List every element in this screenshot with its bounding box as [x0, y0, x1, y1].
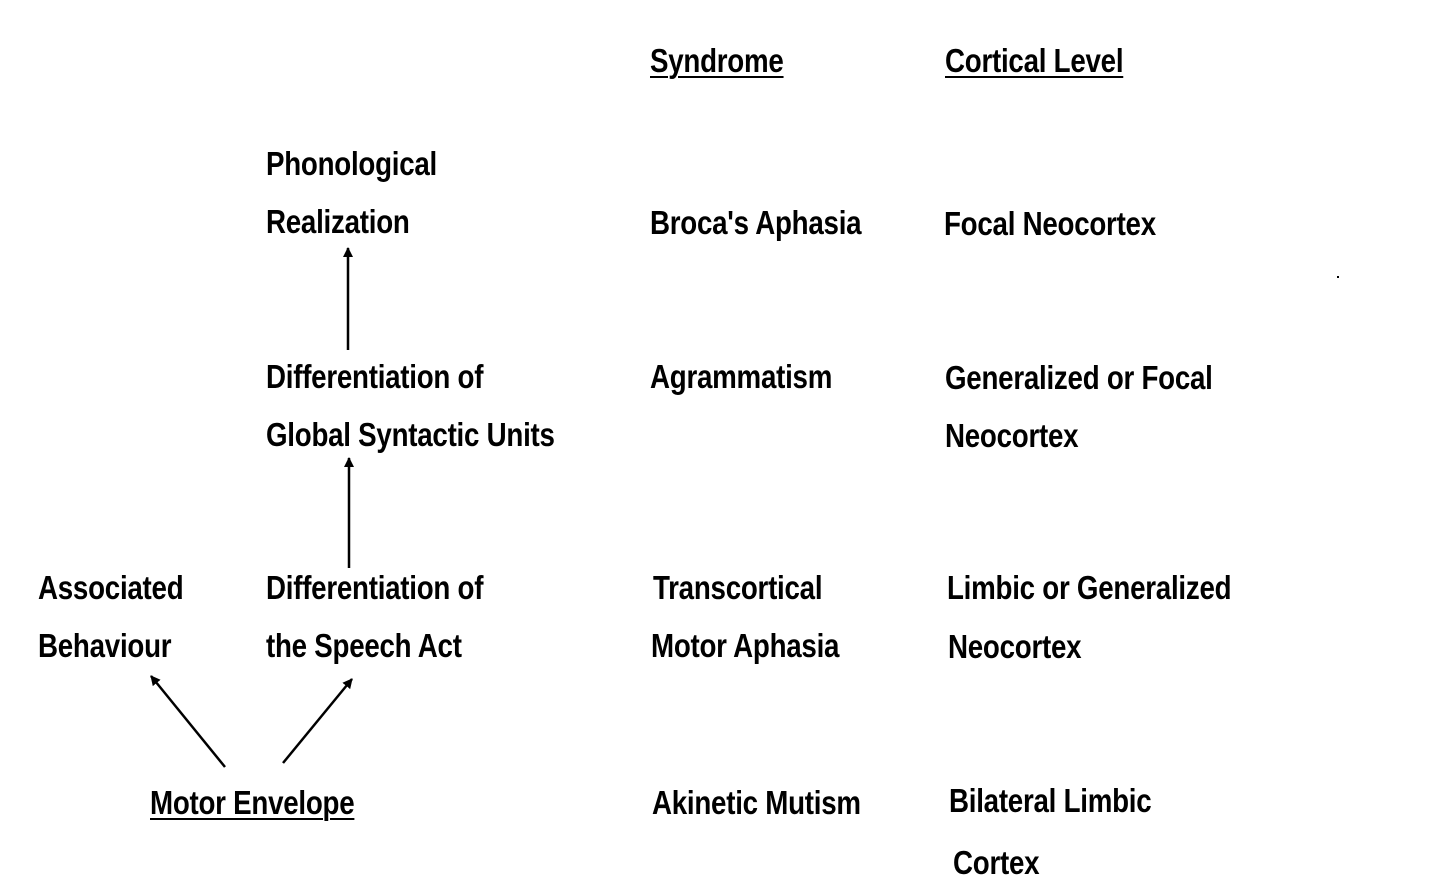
cortical-bilateral-line2: Cortex — [953, 844, 1040, 881]
cortical-limbic-line1: Limbic or Generalized — [947, 569, 1232, 606]
cortical-bilateral-line1: Bilateral Limbic — [949, 782, 1152, 819]
syndrome-transcortical-line2: Motor Aphasia — [651, 627, 840, 664]
stage-phonological-line2: Realization — [266, 203, 410, 240]
syndrome-akinetic: Akinetic Mutism — [652, 784, 861, 821]
motor-envelope: Motor Envelope — [150, 784, 355, 821]
cortical-level-header: Cortical Level — [945, 42, 1124, 79]
cortical-focal: Focal Neocortex — [944, 205, 1156, 242]
stage-global-syntactic-line1: Differentiation of — [266, 358, 484, 395]
stage-speech-act-line1: Differentiation of — [266, 569, 484, 606]
stage-speech-act-line2: the Speech Act — [266, 627, 462, 664]
arrow-to-speech-act — [283, 679, 352, 763]
stray-dot — [1337, 276, 1339, 278]
associated-behaviour-line1: Associated — [38, 569, 184, 606]
stage-global-syntactic-line2: Global Syntactic Units — [266, 416, 555, 453]
arrow-to-associated-behaviour — [151, 676, 225, 767]
cortical-generalized-line1: Generalized or Focal — [945, 359, 1213, 396]
syndrome-header: Syndrome — [650, 42, 784, 79]
associated-behaviour-line2: Behaviour — [38, 627, 172, 664]
syndrome-broca: Broca's Aphasia — [650, 204, 862, 241]
cortical-generalized-line2: Neocortex — [945, 417, 1079, 454]
syndrome-agrammatism: Agrammatism — [650, 358, 833, 395]
cortical-limbic-line2: Neocortex — [948, 628, 1082, 665]
stage-phonological-line1: Phonological — [266, 145, 438, 182]
syndrome-transcortical-line1: Transcortical — [653, 569, 823, 606]
